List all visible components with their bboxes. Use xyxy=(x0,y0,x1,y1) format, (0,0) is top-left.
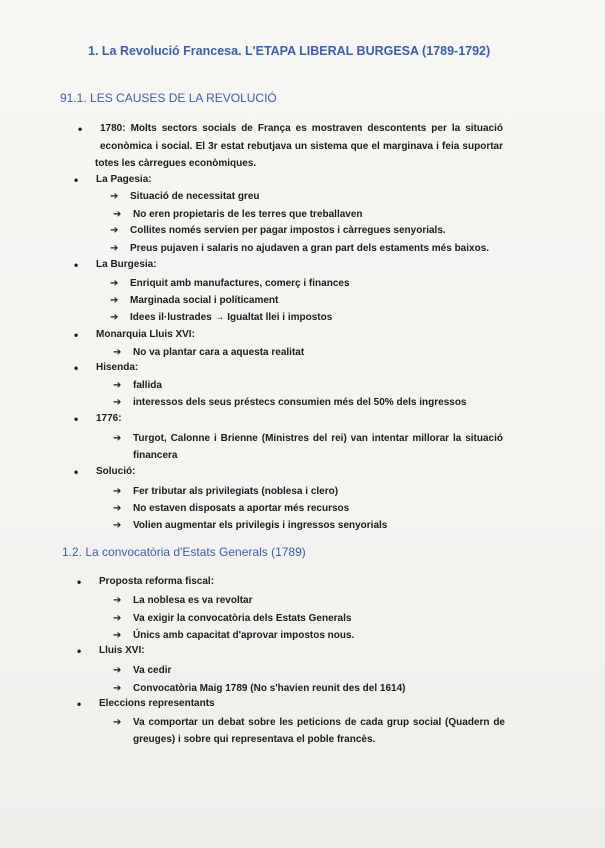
lluis-item xyxy=(113,682,406,696)
arrow-icon: ➔ xyxy=(113,347,122,358)
pagesia-item xyxy=(113,208,363,222)
proposta-item xyxy=(113,594,253,608)
proposta-item-text: La noblesa es va revoltar xyxy=(133,595,253,606)
eleccions-item-l1: Va comportar un debat sobre les peticions de cada grup social (Quadern de xyxy=(133,717,505,728)
section-heading-estats-generals: 1.2. La convocatòria d'Estats Generals (1789) xyxy=(62,545,306,559)
text-1780-l1: 1780: Molts sectors socials de França es mostraven descontents per la situació xyxy=(100,123,503,134)
solucio-item-text: Fer tributar als privilegiats (noblesa i clero) xyxy=(133,486,339,497)
label-hisenda xyxy=(96,361,138,375)
arrow-icon: ➔ xyxy=(113,486,122,497)
arrow-icon: ➔ xyxy=(113,595,122,606)
proposta-item xyxy=(113,629,355,643)
label-solucio xyxy=(96,465,135,479)
label-burgesia-text: La Burgesia: xyxy=(96,259,157,270)
label-pagesia-text: La Pagesia: xyxy=(96,174,152,185)
burgesia-item xyxy=(110,294,279,308)
burgesia-item xyxy=(110,277,350,291)
arrow-icon: ➔ xyxy=(113,209,122,220)
label-1776-text: 1776: xyxy=(96,413,122,424)
arrow-icon: ➔ xyxy=(113,665,122,676)
label-1776 xyxy=(96,412,122,426)
pagesia-item-text: Collites només servien per pagar impostos i càrregues senyorials. xyxy=(130,225,446,236)
text-1780-l2: econòmica i social. El 3r estat rebutjava un sistema que el marginava i feia suportar xyxy=(100,141,503,152)
item-1776-l1: Turgot, Calonne i Brienne (Ministres del rei) van intentar millorar la situació xyxy=(133,433,503,444)
lluis-item xyxy=(113,664,172,678)
label-eleccions xyxy=(99,697,215,711)
arrow-icon: ➔ xyxy=(113,520,122,531)
pagesia-item-text: Situació de necessitat greu xyxy=(130,191,260,202)
arrow-icon: ➔ xyxy=(110,278,119,289)
label-solucio-text: Solució: xyxy=(96,466,136,477)
label-pagesia xyxy=(96,173,152,187)
label-proposta xyxy=(99,575,214,589)
bullet-1780 xyxy=(100,122,503,136)
label-proposta-text: Proposta reforma fiscal: xyxy=(99,576,215,587)
burgesia-item-text: Marginada social i políticament xyxy=(130,295,279,306)
arrow-icon: ➔ xyxy=(113,397,122,408)
solucio-item-text: No estaven disposats a aportar més recursos xyxy=(133,503,350,514)
text-1780-l3: totes les càrregues econòmiques. xyxy=(95,158,257,169)
solucio-item xyxy=(113,519,388,533)
solucio-item xyxy=(113,485,339,499)
arrow-icon: ➔ xyxy=(110,243,119,254)
solucio-item-text: Volien augmentar els privilegis i ingressos senyorials xyxy=(133,520,388,531)
burgesia-item xyxy=(110,311,333,325)
proposta-item-text: Va exigir la convocatòria dels Estats Generals xyxy=(133,613,352,624)
label-hisenda-text: Hisenda: xyxy=(96,362,139,373)
arrow-icon: ➔ xyxy=(113,613,122,624)
solucio-item xyxy=(113,502,350,516)
text-1780-line2 xyxy=(100,140,503,154)
hisenda-item xyxy=(113,396,467,410)
hisenda-item-text: interessos dels seus préstecs consumien més del 50% dels ingressos xyxy=(133,397,467,408)
label-lluis-text: Lluis XVI: xyxy=(99,645,145,656)
document-title: 1. La Revolució Francesa. L'ETAPA LIBERAL BURGESA (1789-1792) xyxy=(88,44,491,58)
arrow-icon: ➔ xyxy=(113,630,122,641)
hisenda-item-text: fallida xyxy=(133,380,162,391)
item-1776-l2: financera xyxy=(133,450,178,461)
proposta-item-text: Únics amb capacitat d'aprovar impostos nous. xyxy=(133,630,355,641)
arrow-icon: ➔ xyxy=(110,225,119,236)
arrow-icon: ➔ xyxy=(113,380,122,391)
pagesia-item xyxy=(110,242,490,256)
monarquia-item-text: No va plantar cara a aquesta realitat xyxy=(133,347,305,358)
hisenda-item xyxy=(113,379,162,393)
label-monarquia xyxy=(96,328,195,342)
label-eleccions-text: Eleccions representants xyxy=(99,698,215,709)
item-1776 xyxy=(113,432,503,446)
monarquia-item xyxy=(113,346,305,360)
arrow-icon: ➔ xyxy=(113,683,122,694)
proposta-item xyxy=(113,612,352,626)
arrow-icon: ➔ xyxy=(110,191,119,202)
pagesia-item xyxy=(110,190,260,204)
arrow-icon: ➔ xyxy=(110,312,119,323)
pagesia-item xyxy=(110,224,446,238)
arrow-icon: ➔ xyxy=(113,503,122,514)
lluis-item-text: Convocatòria Maig 1789 (No s'havien reunit des del 1614) xyxy=(133,683,406,694)
burgesia-item-text: Idees il·lustrades → Igualtat llei i impostos xyxy=(130,312,333,323)
lluis-item-text: Va cedir xyxy=(133,665,172,676)
pagesia-item-text: Preus pujaven i salaris no ajudaven a gran part dels estaments més baixos. xyxy=(130,243,490,254)
section-heading-causes: 91.1. LES CAUSES DE LA REVOLUCIÓ xyxy=(60,91,277,105)
burgesia-item-text: Enriquit amb manufactures, comerç i finances xyxy=(130,278,350,289)
arrow-icon: ➔ xyxy=(113,433,122,444)
pagesia-item-text: No eren propietaris de les terres que treballaven xyxy=(133,209,363,220)
eleccions-item-l2: greuges) i sobre qui representava el poble francès. xyxy=(133,734,376,745)
arrow-icon: ➔ xyxy=(113,717,122,728)
eleccions-item xyxy=(113,716,505,730)
label-burgesia xyxy=(96,258,157,272)
label-lluis xyxy=(99,644,145,658)
label-monarquia-text: Monarquia Lluis XVI: xyxy=(96,329,195,340)
arrow-icon: ➔ xyxy=(110,295,119,306)
